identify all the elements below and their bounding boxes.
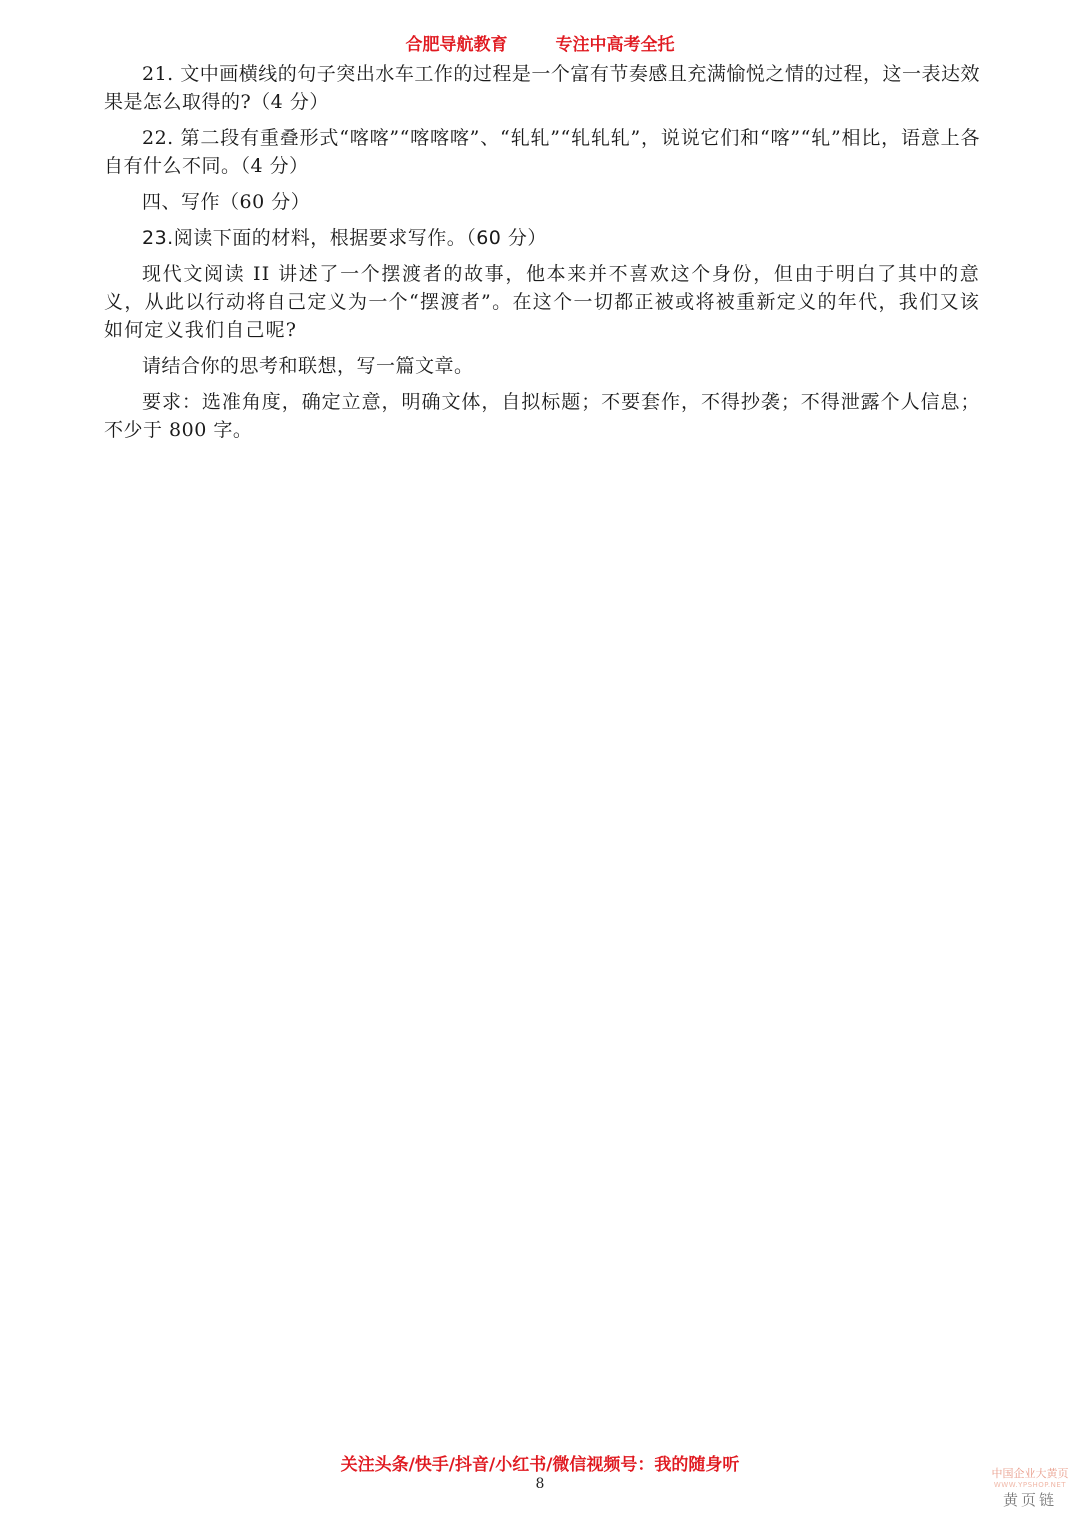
question-22: 22. 第二段有重叠形式“喀喀”“喀喀喀”、“轧轧”“轧轧轧”，说说它们和“喀”“轧”相比，语意上各自有什么不同。（4 分） [104,127,980,177]
footer-promo: 关注头条/快手/抖音/小红书/微信视频号：我的随身听 [340,1455,740,1475]
page-header [0,30,1080,55]
watermark-line3: 黄页链 [1002,1491,1057,1509]
writing-prompt: 请结合你的思考和联想，写一篇文章。 [142,355,474,377]
header-right-slogan: 专注中高考全托 [555,35,675,55]
header-left-org: 合肥导航教育 [405,35,508,55]
document-body [104,60,980,452]
watermark-logo [988,1465,1072,1510]
watermark-line2: WWW.YPSHOP.NET [993,1481,1067,1489]
section-heading-writing: 四、写作（60 分） [142,191,311,213]
question-23: 23.阅读下面的材料，根据要求写作。（60 分） [142,227,547,249]
writing-material: 现代文阅读 II 讲述了一个摆渡者的故事，他本来并不喜欢这个身份，但由于明白了其中的意义，从此以行动将自己定义为一个“摆渡者”。在这个一切都正被或将被重新定义的年代，我们又该如何定义我们自己呢? [104,263,980,341]
watermark-line1: 中国企业大黄页 [991,1467,1069,1480]
page-number: 8 [535,1476,545,1492]
question-21: 21. 文中画横线的句子突出水车工作的过程是一个富有节奏感且充满愉悦之情的过程，这一表达效果是怎么取得的?（4 分） [104,63,980,113]
writing-requirements: 要求：选准角度，确定立意，明确文体，自拟标题；不要套作，不得抄袭；不得泄露个人信息；不少于 800 字。 [104,391,980,441]
